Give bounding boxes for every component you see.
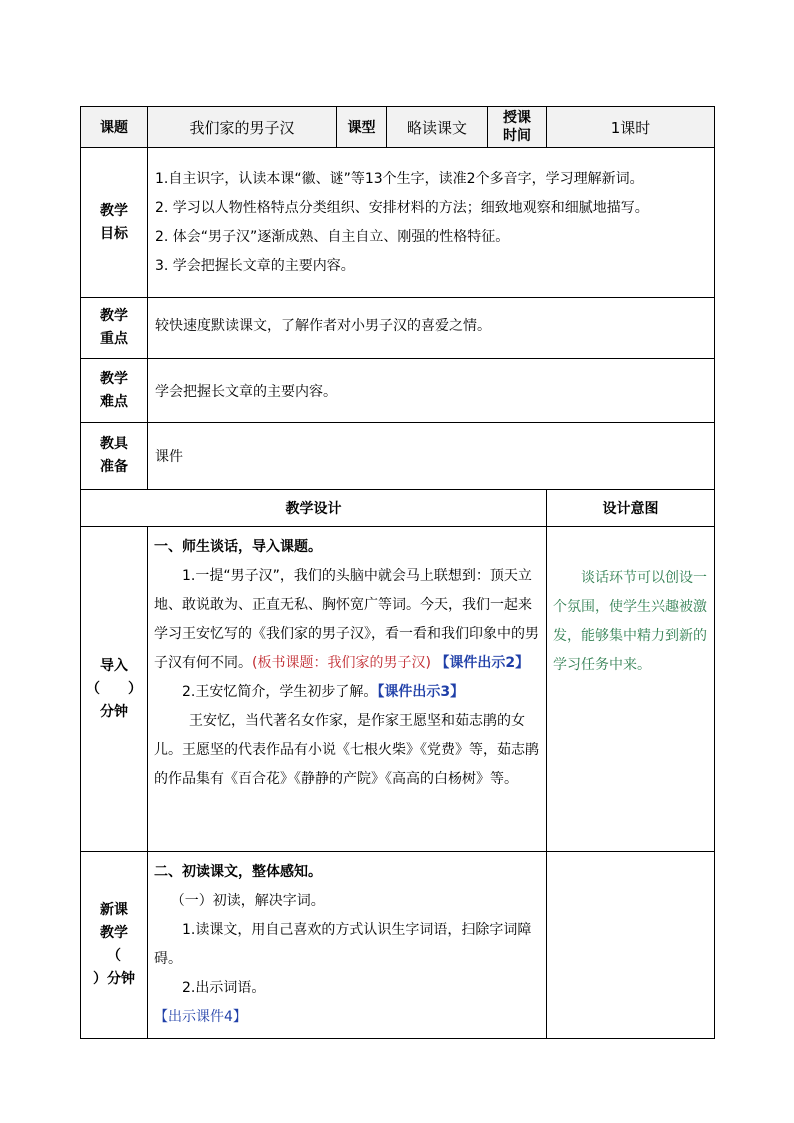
objectives-row: [81, 148, 715, 298]
new-lesson-paragraph-1: 1.读课文，用自己喜欢的方式认识生字词语，扫除字词障碍。: [154, 922, 532, 967]
new-lesson-row: [81, 852, 715, 1039]
topic-label: 课题: [81, 107, 148, 148]
objectives-content: [148, 148, 715, 298]
topic-value: 我们家的男子汉: [148, 107, 337, 148]
tools-text: 课件: [148, 423, 715, 490]
tools-label-line-2: 准备: [100, 459, 128, 475]
slide-tag-3: 【课件出示3】: [377, 684, 465, 700]
intro-label-line-2: （ ）: [86, 680, 142, 697]
new-lesson-heading: 二、初读课文，整体感知。: [154, 864, 322, 880]
objective-item: 1.自主识字，认读本课“徽、谜”等13个生字，读准2个多音字，学习理解新词。: [155, 170, 644, 187]
difficulties-row: [81, 359, 715, 423]
intro-paragraph-2: [154, 678, 544, 707]
key-points-label-line-2: 重点: [100, 331, 128, 347]
difficulties-text: 学会把握长文章的主要内容。: [148, 359, 715, 423]
tools-label: [81, 423, 148, 490]
intro-paragraph-2-text: 2.王安忆简介，学生初步了解。: [182, 684, 378, 700]
difficulties-label-line-1: 教学: [100, 370, 128, 387]
intro-paragraph-1: [154, 562, 544, 678]
intro-label-line-1: 导入: [100, 657, 128, 674]
slide-tag-4: 【出示课件4】: [154, 1009, 247, 1025]
time-label-line-1: 授课: [503, 110, 531, 126]
type-label: 课型: [337, 107, 387, 148]
intro-content: [148, 527, 547, 852]
type-value: 略读课文: [387, 107, 488, 148]
key-points-label: [81, 298, 148, 359]
objective-item: 2. 体会“男子汉”逐渐成熟、自主自立、刚强的性格特征。: [155, 228, 510, 245]
tools-label-line-1: 教具: [100, 436, 128, 452]
objectives-label-line-2: 目标: [100, 225, 128, 242]
difficulties-label-line-2: 难点: [100, 393, 128, 410]
time-label-line-2: 时间: [503, 128, 531, 144]
objective-item: 2. 学习以人物性格特点分类组织、安排材料的方法；细致地观察和细腻地描写。: [155, 199, 649, 216]
intro-paragraph-3: 王安忆，当代著名女作家，是作家王愿坚和茹志鹃的女儿。王愿坚的代表作品有小说《七根火柴》《党费》等，茹志鹃的作品集有《百合花》《静静的产院》《高高的白杨树》等。: [154, 713, 539, 787]
new-lesson-subheading: （一）初读，解决字词。: [170, 893, 325, 909]
design-header-right: 设计意图: [547, 490, 715, 527]
new-lesson-label: [81, 852, 148, 1039]
board-note: (板书课题：我们家的男子汉): [252, 655, 431, 671]
new-lesson-intent: [547, 852, 715, 1039]
lesson-plan-table: [80, 106, 715, 1039]
intro-paragraph-1-text: 1.一提“男子汉”，我们的头脑中就会马上联想到：顶天立地、敢说敢为、正直无私、胸怀宽广等词。今天，我们一起来学习王安忆写的《我们家的男子汉》，看一看和我们印象中的男子汉有何不同。: [154, 568, 539, 671]
difficulties-label: [81, 359, 148, 423]
design-header-row: [81, 490, 715, 527]
objective-item: 3. 学会把握长文章的主要内容。: [155, 257, 355, 274]
intro-intent: [547, 527, 715, 852]
objectives-label-line-1: 教学: [100, 202, 128, 219]
new-lesson-label-line-3: （: [107, 948, 121, 964]
new-lesson-content: [148, 852, 547, 1039]
intro-heading: 一、师生谈话，导入课题。: [154, 539, 322, 555]
design-header-left: 教学设计: [81, 490, 547, 527]
objectives-label: [81, 148, 148, 298]
intro-row: [81, 527, 715, 852]
header-row: [81, 107, 715, 148]
key-points-text: 较快速度默读课文，了解作者对小男子汉的喜爱之情。: [148, 298, 715, 359]
new-lesson-label-line-4: ）分钟: [93, 971, 135, 987]
new-lesson-label-line-2: 教学: [100, 925, 128, 941]
new-lesson-paragraph-2: 2.出示词语。: [182, 980, 266, 996]
slide-tag-2: 【课件出示2】: [435, 655, 530, 671]
intro-label-line-3: 分钟: [100, 703, 128, 720]
tools-row: [81, 423, 715, 490]
intro-intent-text: 谈话环节可以创设一个氛围，使学生兴趣被激发，能够集中精力到新的学习任务中来。: [553, 570, 707, 673]
intro-label: [81, 527, 148, 852]
key-points-label-line-1: 教学: [100, 308, 128, 324]
time-label: [488, 107, 547, 148]
key-points-row: [81, 298, 715, 359]
new-lesson-label-line-1: 新课: [100, 902, 128, 918]
time-value: 1课时: [547, 107, 715, 148]
